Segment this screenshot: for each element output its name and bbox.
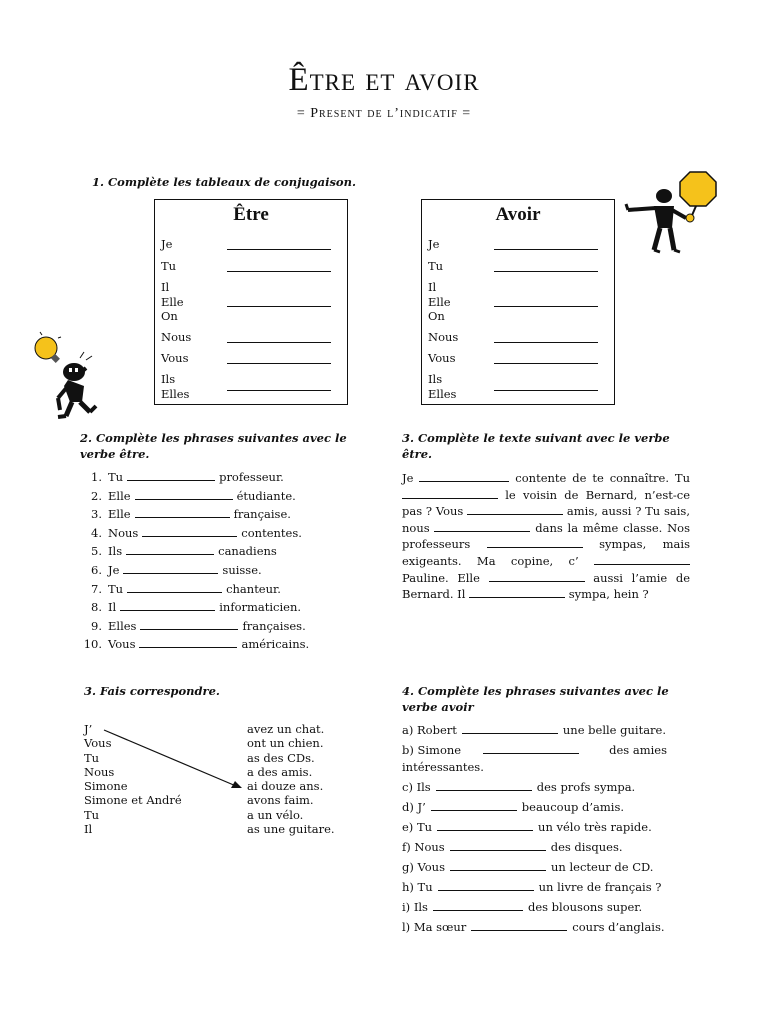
section4-item: l) Ma sœur cours d’anglais. — [402, 920, 665, 934]
section4-item: e) Tu un vélo très rapide. — [402, 820, 652, 834]
avoir-table-title: Avoir — [495, 204, 541, 225]
etre-table-title: Être — [233, 204, 269, 225]
match-right-column: avez un chat. ont un chien. as des CDs. a des amis. ai douze ans. avons faim. a un vélo. as une guitare. — [247, 722, 335, 837]
answer-blank[interactable] — [127, 470, 215, 481]
section2-item: 7. Tu chanteur. — [91, 581, 281, 596]
answer-line[interactable] — [227, 363, 331, 364]
answer-blank[interactable] — [126, 544, 214, 555]
section3-heading: 3. Complète le texte suivant avec le verbe être. — [402, 431, 670, 461]
answer-blank[interactable] — [471, 920, 567, 931]
answer-blank[interactable] — [123, 563, 218, 574]
answer-line[interactable] — [494, 249, 598, 250]
section3-text: Je contente de te connaître. Tu le voisin de Bernard, n’est-ce pas ? Vous amis, aussi ? Tu sais, nous dans la même classe. Nos professeurs sympas, mais exigeants. Ma copine, c’ Pauline. Elle aussi l’amie de Bernard. Il sympa, hein ? — [402, 471, 691, 602]
section2-item: 10. Vous américains. — [83, 637, 310, 652]
section4-item: intéressantes. — [402, 760, 484, 774]
answer-blank[interactable] — [140, 619, 238, 630]
page-title: Être et avoir — [288, 62, 480, 98]
answer-line[interactable] — [227, 390, 331, 391]
answer-blank[interactable] — [450, 860, 546, 871]
answer-line[interactable] — [494, 306, 598, 307]
section2-item: 2. Elle étudiante. — [91, 488, 296, 503]
answer-line[interactable] — [494, 390, 598, 391]
answer-line[interactable] — [227, 271, 331, 272]
section2-item: 4. Nous contentes. — [91, 525, 302, 540]
answer-blank[interactable] — [436, 780, 532, 791]
answer-blank[interactable] — [402, 488, 498, 499]
answer-line[interactable] — [227, 249, 331, 250]
answer-blank[interactable] — [450, 840, 546, 851]
match-left-column: J’ Vous Tu Nous Simone Simone et André Tu Il — [84, 722, 182, 837]
section4-item: a) Robert une belle guitare. — [402, 723, 667, 737]
section2-heading: 2. Complète les phrases suivantes avec le verbe être. — [80, 431, 347, 461]
section4-item: d) J’ beaucoup d’amis. — [402, 800, 625, 814]
answer-blank[interactable] — [431, 800, 517, 811]
section4-item: g) Vous un lecteur de CD. — [402, 860, 654, 874]
answer-blank[interactable] — [437, 820, 533, 831]
answer-blank[interactable] — [483, 743, 579, 754]
avoir-table: Avoir Je Tu Il Elle On Nous Vous Ils Elles — [421, 199, 615, 405]
section4-list — [402, 720, 692, 940]
section2-item: 5. Ils canadiens — [91, 544, 277, 559]
answer-blank[interactable] — [135, 507, 230, 518]
answer-line[interactable] — [494, 271, 598, 272]
section4-item: h) Tu un livre de français ? — [402, 880, 662, 894]
answer-line[interactable] — [227, 306, 331, 307]
section1-heading: 1. Complète les tableaux de conjugaison. — [92, 175, 356, 189]
etre-table: Être Je Tu Il Elle On Nous Vous Ils Elles — [154, 199, 348, 405]
section2-item: 9. Elles françaises. — [91, 618, 306, 633]
section4-heading: 4. Complète les phrases suivantes avec le verbe avoir — [402, 684, 669, 714]
section4-item: f) Nous des disques. — [402, 840, 623, 854]
answer-line[interactable] — [494, 342, 598, 343]
section4-item: c) Ils des profs sympa. — [402, 780, 636, 794]
section2-item: 6. Je suisse. — [91, 563, 262, 577]
answer-line[interactable] — [227, 342, 331, 343]
answer-blank[interactable] — [139, 637, 237, 648]
answer-blank[interactable] — [142, 526, 237, 537]
answer-blank[interactable] — [467, 504, 563, 515]
answer-blank[interactable] — [469, 587, 565, 598]
answer-blank[interactable] — [419, 471, 509, 482]
answer-blank[interactable] — [438, 880, 534, 891]
answer-blank[interactable] — [594, 554, 690, 565]
page-subtitle: = Present de l’indicatif = — [296, 106, 472, 121]
answer-line[interactable] — [494, 363, 598, 364]
answer-blank[interactable] — [127, 582, 222, 593]
answer-blank[interactable] — [434, 521, 530, 532]
answer-blank[interactable] — [120, 600, 215, 611]
answer-blank[interactable] — [487, 537, 583, 548]
section2-item: 3. Elle française. — [91, 507, 291, 522]
answer-blank[interactable] — [433, 900, 523, 911]
answer-blank[interactable] — [135, 489, 233, 500]
stick-figure-lightbulb-icon — [30, 328, 114, 424]
section3b-heading: 3. Fais correspondre. — [84, 684, 220, 698]
answer-blank[interactable] — [489, 571, 585, 582]
section2-item: 1. Tu professeur. — [91, 470, 284, 484]
stick-figure-sign-icon — [624, 170, 724, 256]
match-arrow — [100, 726, 250, 792]
section4-item: i) Ils des blousons super. — [402, 900, 643, 914]
section2-list — [80, 468, 380, 658]
section4-item: b) Simone des amies — [402, 743, 667, 757]
answer-blank[interactable] — [462, 723, 558, 734]
section2-item: 8. Il informaticien. — [91, 600, 302, 615]
